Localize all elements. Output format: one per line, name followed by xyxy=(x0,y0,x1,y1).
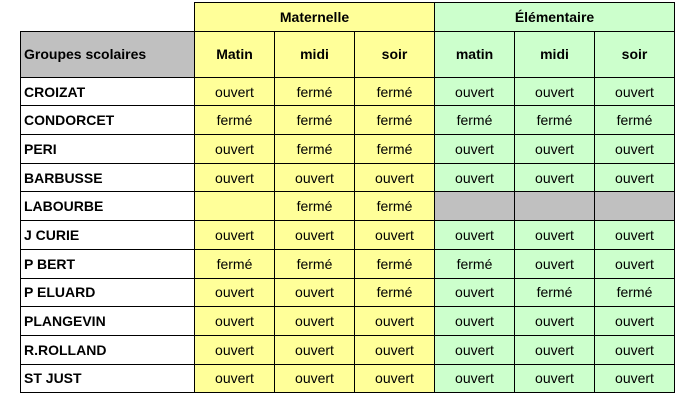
elementaire-soir-header: soir xyxy=(595,31,675,77)
elementaire-soir-status: ouvert xyxy=(595,364,675,393)
table-row xyxy=(21,249,675,278)
elementaire-midi-status: fermé xyxy=(515,106,595,135)
table-row xyxy=(21,192,675,221)
school-name: J CURIE xyxy=(21,221,195,250)
maternelle-midi-status: fermé xyxy=(275,135,355,164)
school-name: ST JUST xyxy=(21,364,195,393)
elementaire-matin-status: ouvert xyxy=(435,221,515,250)
school-name: R.ROLLAND xyxy=(21,335,195,364)
table-row xyxy=(21,307,675,336)
maternelle-midi-status: ouvert xyxy=(275,307,355,336)
elementaire-matin-status: ouvert xyxy=(435,278,515,307)
elementaire-midi-status: ouvert xyxy=(515,163,595,192)
elementaire-midi-header: midi xyxy=(515,31,595,77)
maternelle-matin-status: ouvert xyxy=(195,278,275,307)
elementaire-soir-status: ouvert xyxy=(595,163,675,192)
blank-corner-cell xyxy=(21,3,195,32)
school-name: PERI xyxy=(21,135,195,164)
maternelle-matin-status: ouvert xyxy=(195,364,275,393)
maternelle-matin-status: ouvert xyxy=(195,135,275,164)
maternelle-midi-status: ouvert xyxy=(275,364,355,393)
school-name: LABOURBE xyxy=(21,192,195,221)
elementaire-midi-status: ouvert xyxy=(515,135,595,164)
maternelle-soir-status: ouvert xyxy=(355,307,435,336)
maternelle-midi-status: fermé xyxy=(275,192,355,221)
school-name: P BERT xyxy=(21,249,195,278)
elementaire-matin-status: ouvert xyxy=(435,163,515,192)
table-row xyxy=(21,163,675,192)
elementaire-soir-status: ouvert xyxy=(595,307,675,336)
table-row xyxy=(21,278,675,307)
maternelle-matin-header: Matin xyxy=(195,31,275,77)
maternelle-soir-status: fermé xyxy=(355,192,435,221)
maternelle-midi-status: fermé xyxy=(275,106,355,135)
elementaire-matin-header: matin xyxy=(435,31,515,77)
school-name: BARBUSSE xyxy=(21,163,195,192)
elementaire-soir-status: fermé xyxy=(595,278,675,307)
maternelle-midi-status: ouvert xyxy=(275,221,355,250)
maternelle-midi-status: ouvert xyxy=(275,278,355,307)
elementaire-soir-status: ouvert xyxy=(595,135,675,164)
table-row xyxy=(21,221,675,250)
elementaire-matin-status: ouvert xyxy=(435,135,515,164)
maternelle-matin-status: ouvert xyxy=(195,163,275,192)
elementaire-midi-status: ouvert xyxy=(515,77,595,106)
elementaire-group-header: Élémentaire xyxy=(435,3,675,32)
sub-header-row xyxy=(21,31,675,77)
table-row xyxy=(21,364,675,393)
maternelle-midi-header: midi xyxy=(275,31,355,77)
maternelle-soir-status: fermé xyxy=(355,249,435,278)
school-schedule-table xyxy=(20,2,675,393)
maternelle-soir-status: ouvert xyxy=(355,335,435,364)
table-row xyxy=(21,77,675,106)
school-name: CROIZAT xyxy=(21,77,195,106)
elementaire-midi-status: ouvert xyxy=(515,307,595,336)
elementaire-soir-unavailable xyxy=(595,192,675,221)
maternelle-midi-status: ouvert xyxy=(275,163,355,192)
elementaire-matin-status: ouvert xyxy=(435,77,515,106)
maternelle-group-header: Maternelle xyxy=(195,3,435,32)
schools-column-header: Groupes scolaires xyxy=(21,31,195,77)
elementaire-midi-status: ouvert xyxy=(515,364,595,393)
school-name: CONDORCET xyxy=(21,106,195,135)
elementaire-soir-status: ouvert xyxy=(595,249,675,278)
maternelle-midi-status: ouvert xyxy=(275,335,355,364)
elementaire-matin-status: fermé xyxy=(435,106,515,135)
maternelle-matin-status xyxy=(195,192,275,221)
maternelle-matin-status: ouvert xyxy=(195,335,275,364)
table-row xyxy=(21,135,675,164)
elementaire-soir-status: fermé xyxy=(595,106,675,135)
maternelle-midi-status: fermé xyxy=(275,77,355,106)
elementaire-midi-status: ouvert xyxy=(515,335,595,364)
school-name: PLANGEVIN xyxy=(21,307,195,336)
group-header-row xyxy=(21,3,675,32)
maternelle-soir-status: fermé xyxy=(355,106,435,135)
elementaire-matin-status: ouvert xyxy=(435,307,515,336)
maternelle-soir-status: fermé xyxy=(355,135,435,164)
maternelle-soir-status: fermé xyxy=(355,278,435,307)
elementaire-midi-unavailable xyxy=(515,192,595,221)
maternelle-soir-status: ouvert xyxy=(355,364,435,393)
table-row xyxy=(21,106,675,135)
elementaire-midi-status: fermé xyxy=(515,278,595,307)
elementaire-matin-unavailable xyxy=(435,192,515,221)
maternelle-soir-status: ouvert xyxy=(355,163,435,192)
elementaire-soir-status: ouvert xyxy=(595,221,675,250)
school-name: P ELUARD xyxy=(21,278,195,307)
elementaire-matin-status: fermé xyxy=(435,249,515,278)
maternelle-matin-status: ouvert xyxy=(195,221,275,250)
maternelle-matin-status: ouvert xyxy=(195,77,275,106)
elementaire-midi-status: ouvert xyxy=(515,221,595,250)
maternelle-soir-status: fermé xyxy=(355,77,435,106)
schedule-body xyxy=(21,77,675,393)
maternelle-matin-status: ouvert xyxy=(195,307,275,336)
elementaire-matin-status: ouvert xyxy=(435,364,515,393)
elementaire-midi-status: ouvert xyxy=(515,249,595,278)
elementaire-soir-status: ouvert xyxy=(595,335,675,364)
maternelle-midi-status: fermé xyxy=(275,249,355,278)
elementaire-soir-status: ouvert xyxy=(595,77,675,106)
maternelle-matin-status: fermé xyxy=(195,249,275,278)
table-row xyxy=(21,335,675,364)
maternelle-matin-status: fermé xyxy=(195,106,275,135)
maternelle-soir-header: soir xyxy=(355,31,435,77)
elementaire-matin-status: ouvert xyxy=(435,335,515,364)
maternelle-soir-status: ouvert xyxy=(355,221,435,250)
